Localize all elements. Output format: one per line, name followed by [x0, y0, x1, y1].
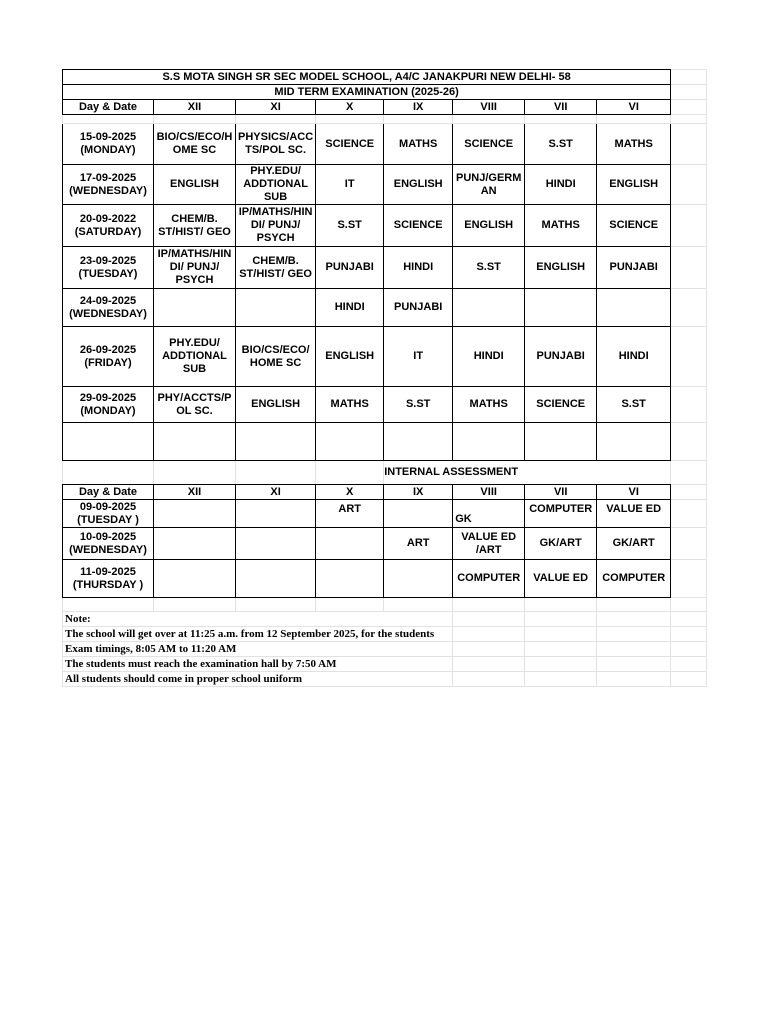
- date-cell: 29-09-2025 (MONDAY): [63, 387, 154, 423]
- column-header: Day & Date: [63, 485, 154, 500]
- subject-cell: [384, 500, 453, 528]
- subject-cell: CHEM/B. ST/HIST/ GEO: [236, 247, 316, 289]
- exam-row: [63, 247, 707, 289]
- subject-cell: ART: [316, 500, 384, 528]
- internal-row: [63, 528, 707, 560]
- subject-cell: HINDI: [525, 165, 597, 205]
- subject-cell: SCIENCE: [453, 124, 525, 165]
- date-cell: 09-09-2025 (TUESDAY ): [63, 500, 154, 528]
- subject-cell: ENGLISH: [154, 165, 236, 205]
- subject-cell: MATHS: [525, 205, 597, 247]
- internal-assessment-title: INTERNAL ASSESSMENT: [384, 461, 671, 485]
- subject-cell: GK: [453, 500, 525, 528]
- subject-cell: [154, 500, 236, 528]
- subject-cell: COMPUTER: [453, 560, 525, 598]
- date-cell: 20-09-2022 (SATURDAY): [63, 205, 154, 247]
- subject-cell: ENGLISH: [525, 247, 597, 289]
- subject-cell: PUNJABI: [316, 247, 384, 289]
- column-header: XI: [236, 485, 316, 500]
- subject-cell: ENGLISH: [453, 205, 525, 247]
- subject-cell: MATHS: [316, 387, 384, 423]
- subject-cell: COMPUTER: [525, 500, 597, 528]
- subject-cell: IP/MATHS/HIN DI/ PUNJ/ PSYCH: [236, 205, 316, 247]
- column-header: VII: [525, 485, 597, 500]
- column-header: XII: [154, 485, 236, 500]
- subject-cell: MATHS: [453, 387, 525, 423]
- subject-cell: ENGLISH: [316, 327, 384, 387]
- subject-cell: SCIENCE: [384, 205, 453, 247]
- subject-cell: VALUE ED: [597, 500, 671, 528]
- subject-cell: GK/ART: [525, 528, 597, 560]
- timetable-sheet: [62, 69, 707, 687]
- header-row: [63, 100, 707, 115]
- subject-cell: [236, 500, 316, 528]
- column-header: IX: [384, 100, 453, 115]
- column-header: X: [316, 100, 384, 115]
- subject-cell: SCIENCE: [316, 124, 384, 165]
- subject-cell: [154, 528, 236, 560]
- subject-cell: VALUE ED /ART: [453, 528, 525, 560]
- exam-row: [63, 124, 707, 165]
- subject-cell: MATHS: [384, 124, 453, 165]
- note-heading: Note:: [63, 612, 453, 627]
- subject-cell: [154, 289, 236, 327]
- column-header: XII: [154, 100, 236, 115]
- subject-cell: IT: [384, 327, 453, 387]
- subject-cell: PUNJABI: [525, 327, 597, 387]
- school-title: S.S MOTA SINGH SR SEC MODEL SCHOOL, A4/C JANAKPURI NEW DELHI- 58: [63, 70, 671, 85]
- subject-cell: PUNJ/GERM AN: [453, 165, 525, 205]
- exam-row: [63, 205, 707, 247]
- subject-cell: S.ST: [525, 124, 597, 165]
- date-cell: 10-09-2025 (WEDNESDAY): [63, 528, 154, 560]
- date-cell: 15-09-2025 (MONDAY): [63, 124, 154, 165]
- column-header: VI: [597, 100, 671, 115]
- note-line: The school will get over at 11:25 a.m. from 12 September 2025, for the students: [63, 627, 453, 642]
- column-header: XI: [236, 100, 316, 115]
- subject-cell: [453, 289, 525, 327]
- exam-title: MID TERM EXAMINATION (2025-26): [63, 85, 671, 100]
- subject-cell: GK/ART: [597, 528, 671, 560]
- subject-cell: CHEM/B. ST/HIST/ GEO: [154, 205, 236, 247]
- subject-cell: [525, 289, 597, 327]
- date-cell: 24-09-2025 (WEDNESDAY): [63, 289, 154, 327]
- subject-cell: VALUE ED: [525, 560, 597, 598]
- column-header: IX: [384, 485, 453, 500]
- exam-row: [63, 327, 707, 387]
- column-header: VI: [597, 485, 671, 500]
- note-line: All students should come in proper school uniform: [63, 672, 453, 687]
- internal-row: [63, 560, 707, 598]
- subject-cell: S.ST: [453, 247, 525, 289]
- subject-cell: S.ST: [384, 387, 453, 423]
- date-cell: 11-09-2025 (THURSDAY ): [63, 560, 154, 598]
- subject-cell: HINDI: [316, 289, 384, 327]
- subject-cell: ENGLISH: [236, 387, 316, 423]
- subject-cell: S.ST: [597, 387, 671, 423]
- subject-cell: COMPUTER: [597, 560, 671, 598]
- subject-cell: MATHS: [597, 124, 671, 165]
- subject-cell: [384, 560, 453, 598]
- subject-cell: SCIENCE: [525, 387, 597, 423]
- subject-cell: BIO/CS/ECO/ HOME SC: [236, 327, 316, 387]
- exam-row: [63, 387, 707, 423]
- note-line: Exam timings, 8:05 AM to 11:20 AM: [63, 642, 453, 657]
- subject-cell: PHYSICS/ACC TS/POL SC.: [236, 124, 316, 165]
- note-line: The students must reach the examination hall by 7:50 AM: [63, 657, 453, 672]
- subject-cell: PUNJABI: [597, 247, 671, 289]
- column-header: VIII: [453, 485, 525, 500]
- column-header: VII: [525, 100, 597, 115]
- internal-row: [63, 500, 707, 528]
- subject-cell: HINDI: [453, 327, 525, 387]
- internal-header-row: [63, 485, 707, 500]
- subject-cell: S.ST: [316, 205, 384, 247]
- subject-cell: HINDI: [384, 247, 453, 289]
- subject-cell: [597, 289, 671, 327]
- subject-cell: HINDI: [597, 327, 671, 387]
- date-cell: 17-09-2025 (WEDNESDAY): [63, 165, 154, 205]
- subject-cell: PHY.EDU/ ADDTIONAL SUB: [236, 165, 316, 205]
- empty-row: [63, 423, 707, 461]
- subject-cell: [316, 560, 384, 598]
- subject-cell: [316, 528, 384, 560]
- date-cell: 23-09-2025 (TUESDAY): [63, 247, 154, 289]
- column-header: X: [316, 485, 384, 500]
- subject-cell: PHY/ACCTS/P OL SC.: [154, 387, 236, 423]
- subject-cell: SCIENCE: [597, 205, 671, 247]
- subject-cell: IT: [316, 165, 384, 205]
- column-header: VIII: [453, 100, 525, 115]
- column-header: Day & Date: [63, 100, 154, 115]
- subject-cell: [154, 560, 236, 598]
- subject-cell: [236, 289, 316, 327]
- date-cell: 26-09-2025 (FRIDAY): [63, 327, 154, 387]
- subject-cell: ENGLISH: [597, 165, 671, 205]
- exam-row: [63, 165, 707, 205]
- subject-cell: PUNJABI: [384, 289, 453, 327]
- exam-timetable: [62, 69, 707, 687]
- exam-row: [63, 289, 707, 327]
- subject-cell: [236, 528, 316, 560]
- subject-cell: ENGLISH: [384, 165, 453, 205]
- subject-cell: IP/MATHS/HIN DI/ PUNJ/ PSYCH: [154, 247, 236, 289]
- subject-cell: BIO/CS/ECO/H OME SC: [154, 124, 236, 165]
- subject-cell: ART: [384, 528, 453, 560]
- subject-cell: [236, 560, 316, 598]
- subject-cell: PHY.EDU/ ADDTIONAL SUB: [154, 327, 236, 387]
